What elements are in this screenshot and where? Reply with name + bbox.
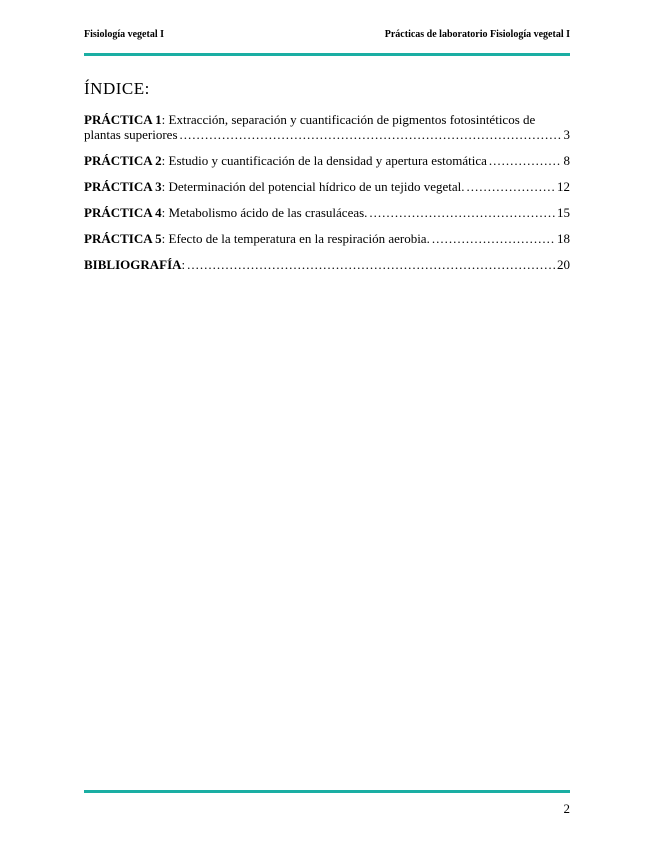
toc-entry-line <box>84 179 570 194</box>
toc-heading: ÍNDICE: <box>84 79 150 98</box>
table-of-contents <box>84 112 570 283</box>
toc-entry-practica-2[interactable] <box>84 153 570 168</box>
toc-entry-text-continued: plantas superiores <box>84 127 178 142</box>
header-divider <box>84 53 570 56</box>
toc-entry-bibliografia[interactable] <box>84 257 570 272</box>
toc-entry-line <box>84 153 570 168</box>
toc-entry-text: : Metabolismo ácido de las crasuláceas. <box>161 205 368 220</box>
header-right-title: Prácticas de laboratorio Fisiología vegetal I <box>384 29 570 40</box>
toc-entry-practica-1[interactable] <box>84 112 570 142</box>
toc-entry-label: PRÁCTICA 3 <box>84 179 162 194</box>
toc-entry-line <box>84 231 570 246</box>
toc-entry-text: : Extracción, separación y cuantificación de pigmentos fotosintéticos de <box>161 112 536 127</box>
toc-entry-text: : Estudio y cuantificación de la densidad y apertura estomática <box>161 153 487 168</box>
page-header <box>84 29 570 43</box>
dot-leader <box>432 231 555 246</box>
toc-entry-page: 18 <box>557 231 570 246</box>
toc-entry-page: 3 <box>563 127 570 142</box>
toc-entry-practica-4[interactable] <box>84 205 570 220</box>
toc-entry-text: : Determinación del potencial hídrico de un tejido vegetal. <box>161 179 465 194</box>
dot-leader <box>180 127 562 142</box>
page-number: 2 <box>563 801 570 816</box>
toc-entry-label: BIBLIOGRAFÍA <box>84 257 182 272</box>
toc-entry-text: : Efecto de la temperatura en la respiración aerobia. <box>161 231 430 246</box>
toc-entry-practica-3[interactable] <box>84 179 570 194</box>
toc-entry-line <box>84 205 570 220</box>
footer-divider <box>84 790 570 793</box>
dot-leader <box>489 153 562 168</box>
dot-leader <box>467 179 555 194</box>
toc-entry-page: 12 <box>557 179 570 194</box>
toc-entry-page: 15 <box>557 205 570 220</box>
toc-entry-label: PRÁCTICA 5 <box>84 231 162 246</box>
toc-entry-text: : <box>181 257 186 272</box>
toc-entry-line <box>84 257 570 272</box>
dot-leader <box>369 205 555 220</box>
header-left-title: Fisiología vegetal I <box>84 29 164 40</box>
toc-entry-label: PRÁCTICA 1 <box>84 112 162 127</box>
toc-entry-label: PRÁCTICA 2 <box>84 153 162 168</box>
toc-entry-line <box>84 127 570 142</box>
toc-entry-first-line <box>84 112 570 127</box>
toc-entry-page: 8 <box>563 153 570 168</box>
toc-entry-label: PRÁCTICA 4 <box>84 205 162 220</box>
toc-entry-page: 20 <box>557 257 570 272</box>
dot-leader <box>187 257 555 272</box>
toc-entry-practica-5[interactable] <box>84 231 570 246</box>
